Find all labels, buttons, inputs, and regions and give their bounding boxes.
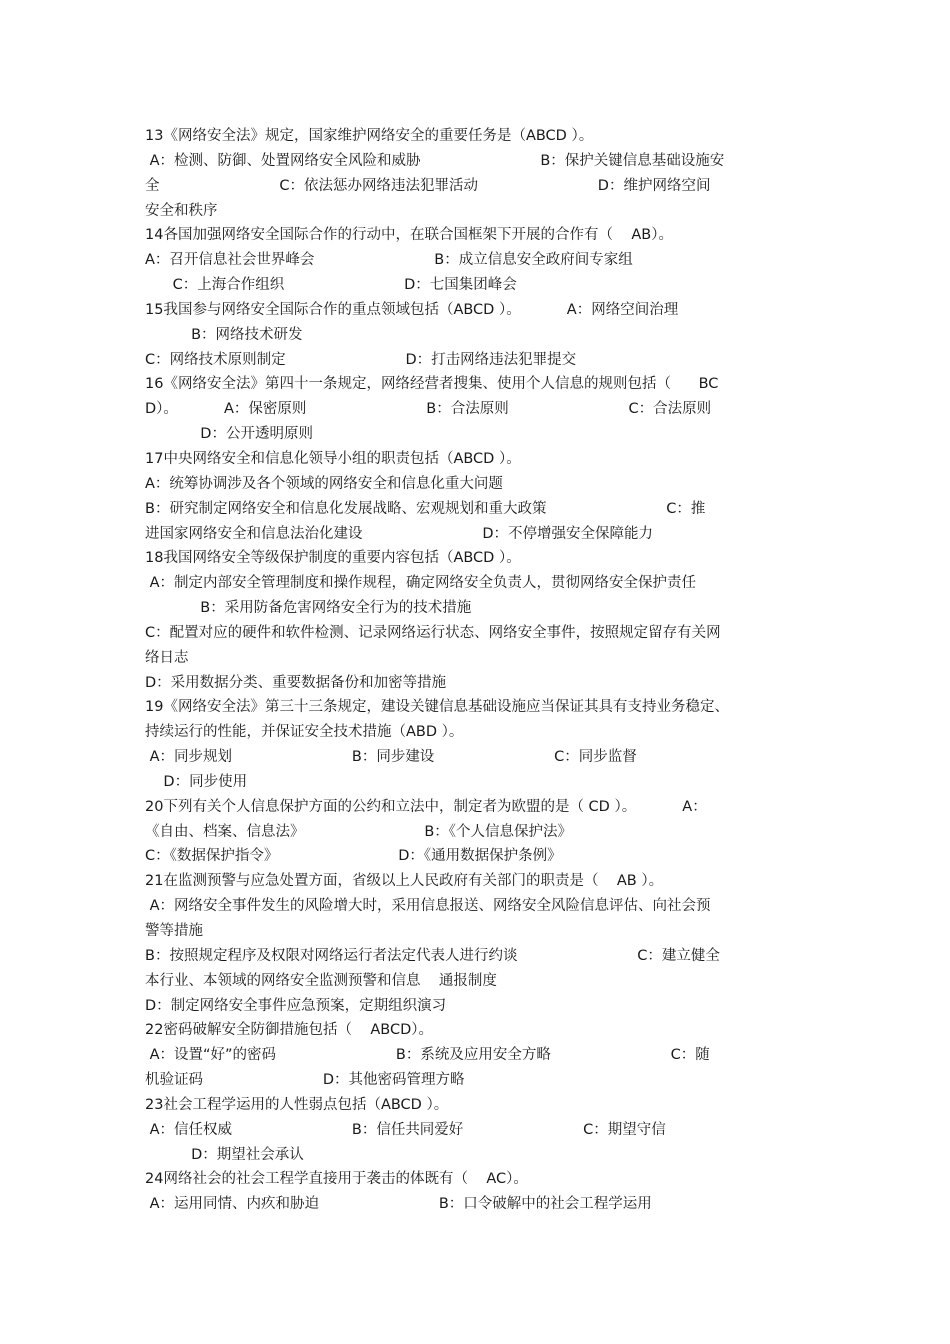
text-line: 20下列有关个人信息保护方面的公约和立法中，制定者为欧盟的是（ CD ）。 A： <box>145 798 707 815</box>
text-line: 全 C：依法惩办网络违法犯罪活动 D：维护网络空间 <box>145 177 711 194</box>
text-line: C：配置对应的硬件和软件检测、记录网络运行状态、网络安全事件，按照规定留存有关网 <box>145 624 721 641</box>
text-line: A：运用同情、内疚和胁迫 B：口令破解中的社会工程学运用 <box>145 1196 652 1213</box>
text-line: A：统筹协调涉及各个领域的网络安全和信息化重大问题 <box>145 475 503 492</box>
text-line: C：《数据保护指令》 D：《通用数据保护条例》 <box>145 848 562 865</box>
text-line: D：采用数据分类、重要数据备份和加密等措施 <box>145 674 447 691</box>
text-line: 16《网络安全法》第四十一条规定，网络经营者搜集、使用个人信息的规则包括（ BC <box>145 376 719 393</box>
text-line: A：制定内部安全管理制度和操作规程，确定网络安全负责人，贯彻网络安全保护责任 <box>145 575 697 592</box>
text-line: D：同步使用 <box>145 773 248 790</box>
text-line: B：研究制定网络安全和信息化发展战略、宏观规划和重大政策 C：推 <box>145 500 706 517</box>
text-line: 13《网络安全法》规定，国家维护网络安全的重要任务是（ABCD ）。 <box>145 128 594 144</box>
text-line: 本行业、本领域的网络安全监测预警和信息 通报制度 <box>145 972 497 989</box>
text-line: A：网络安全事件发生的风险增大时，采用信息报送、网络安全风险信息评估、向社会预 <box>145 898 711 915</box>
text-line: B：采用防备危害网络安全行为的技术措施 <box>145 600 472 617</box>
text-line: A：同步规划 B：同步建设 C：同步监督 <box>145 749 637 766</box>
text-line: D：制定网络安全事件应急预案，定期组织演习 <box>145 997 447 1014</box>
text-line: 《自由、档案、信息法》 B：《个人信息保护法》 <box>145 823 573 840</box>
text-line: A：召开信息社会世界峰会 B：成立信息安全政府间专家组 <box>145 252 633 269</box>
text-line: 14各国加强网络安全国际合作的行动中，在联合国框架下开展的合作有（ AB）。 <box>145 227 674 244</box>
text-line: C：网络技术原则制定 D：打击网络违法犯罪提交 <box>145 351 577 368</box>
text-line: D：公开透明原则 <box>145 426 313 443</box>
text-line: A：设置“好”的密码 B：系统及应用安全方略 C：随 <box>145 1047 710 1064</box>
text-line: B：按照规定程序及权限对网络运行者法定代表人进行约谈 C：建立健全 <box>145 947 720 964</box>
text-line: 机验证码 D：其他密码管理方略 <box>145 1072 465 1089</box>
text-line: A：信任权威 B：信任共同爱好 C：期望守信 <box>145 1121 666 1138</box>
text-line: 22密码破解安全防御措施包括（ ABCD）。 <box>145 1022 434 1039</box>
text-line: 24网络社会的社会工程学直接用于袭击的体既有（ AC）。 <box>145 1171 528 1188</box>
text-line: 持续运行的性能，并保证安全技术措施（ABD ）。 <box>145 724 464 741</box>
text-line: 进国家网络安全和信息法治化建设 D：不停增强安全保障能力 <box>145 525 654 542</box>
text-line: 15我国参与网络安全国际合作的重点领域包括（ABCD ）。 A：网络空间治理 <box>145 301 679 318</box>
text-line: B：网络技术研发 <box>145 326 303 343</box>
text-line: 络日志 <box>145 649 189 666</box>
text-line: 19《网络安全法》第三十三条规定，建设关键信息基础设施应当保证其具有支持业务稳定、 <box>145 699 729 716</box>
text-line: 18我国网络安全等级保护制度的重要内容包括（ABCD ）。 <box>145 550 521 567</box>
text-line: 警等措施 <box>145 923 203 939</box>
text-line: 21在监测预警与应急处置方面，省级以上人民政府有关部门的职责是（ AB ）。 <box>145 873 664 890</box>
text-line: D）。 A：保密原则 B：合法原则 C：合法原则 <box>145 401 712 418</box>
text-line: 17中央网络安全和信息化领导小组的职责包括（ABCD ）。 <box>145 450 521 467</box>
text-line: 23社会工程学运用的人性弱点包括（ABCD ）。 <box>145 1096 449 1113</box>
text-line: D：期望社会承认 <box>145 1146 304 1163</box>
document-body <box>145 124 820 1217</box>
text-line: A：检测、防御、处置网络安全风险和威胁 B：保护关键信息基础设施安 <box>145 152 725 169</box>
text-line: C：上海合作组织 D：七国集团峰会 <box>145 277 517 294</box>
text-line: 安全和秩序 <box>145 202 218 219</box>
